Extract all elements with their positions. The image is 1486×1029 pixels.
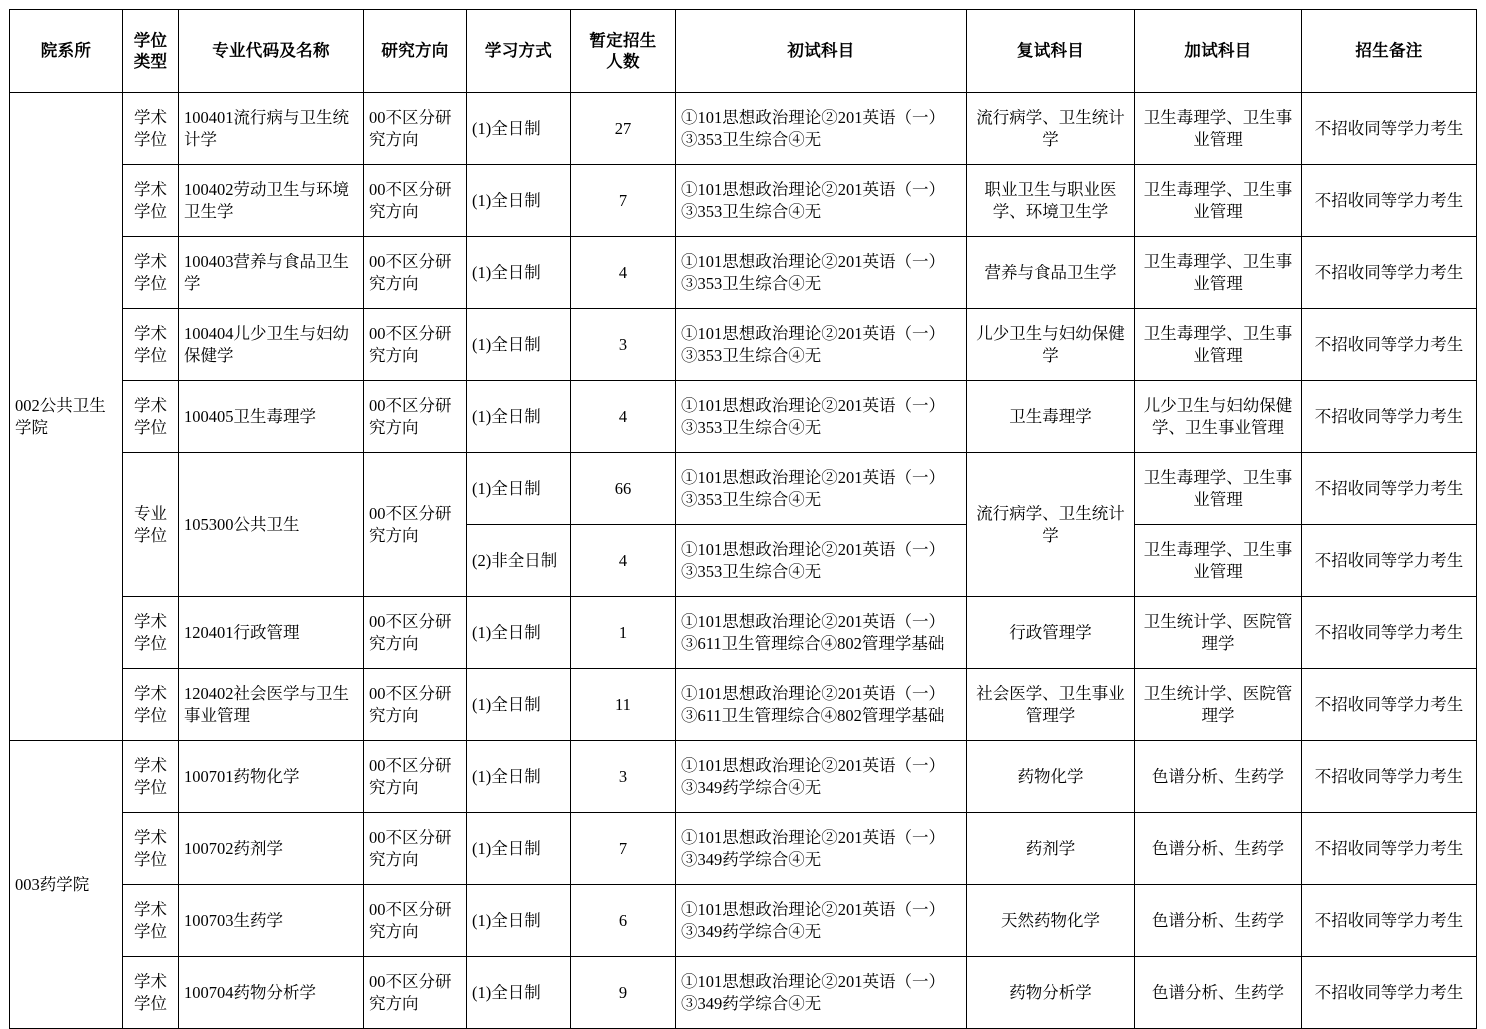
cell-mode: (1)全日制: [467, 669, 571, 741]
table-row: [10, 165, 1477, 237]
cell-first: ①101思想政治理论②201英语（一）③611卫生管理综合④802管理学基础: [676, 669, 967, 741]
cell-note: 不招收同等学力考生: [1302, 309, 1477, 381]
cell-dir: 00不区分研究方向: [364, 813, 467, 885]
cell-second: 社会医学、卫生事业管理学: [967, 669, 1135, 741]
cell-dir: 00不区分研究方向: [364, 93, 467, 165]
cell-extra: 卫生毒理学、卫生事业管理: [1135, 165, 1302, 237]
cell-mode: (1)全日制: [467, 237, 571, 309]
cell-note: 不招收同等学力考生: [1302, 741, 1477, 813]
column-header-note: [1302, 10, 1477, 93]
column-header-text: 类型: [133, 52, 168, 71]
cell-major: 100704药物分析学: [179, 957, 364, 1029]
table-body: [10, 93, 1477, 1029]
cell-first: ①101思想政治理论②201英语（一）③349药学综合④无: [676, 957, 967, 1029]
cell-degree: 学术学位: [123, 813, 179, 885]
cell-dir: 00不区分研究方向: [364, 381, 467, 453]
cell-major: 100401流行病与卫生统计学: [179, 93, 364, 165]
cell-dir: 00不区分研究方向: [364, 309, 467, 381]
cell-mode: (1)全日制: [467, 741, 571, 813]
cell-extra: 卫生毒理学、卫生事业管理: [1135, 237, 1302, 309]
cell-dir: 00不区分研究方向: [364, 669, 467, 741]
cell-note: 不招收同等学力考生: [1302, 381, 1477, 453]
cell-extra: 卫生统计学、医院管理学: [1135, 669, 1302, 741]
cell-quota: 3: [571, 741, 676, 813]
cell-mode: (1)全日制: [467, 165, 571, 237]
cell-dir: 00不区分研究方向: [364, 453, 467, 597]
cell-quota: 1: [571, 597, 676, 669]
cell-extra: 卫生毒理学、卫生事业管理: [1135, 525, 1302, 597]
cell-quota: 4: [571, 381, 676, 453]
cell-first: ①101思想政治理论②201英语（一）③353卫生综合④无: [676, 381, 967, 453]
table-row: [10, 597, 1477, 669]
cell-note: 不招收同等学力考生: [1302, 237, 1477, 309]
cell-mode: (1)全日制: [467, 381, 571, 453]
cell-mode: (1)全日制: [467, 453, 571, 525]
table-row: [10, 237, 1477, 309]
cell-degree: 学术学位: [123, 741, 179, 813]
cell-dir: 00不区分研究方向: [364, 957, 467, 1029]
column-header-degree: [123, 10, 179, 93]
column-header-text: 专业代码及名称: [212, 41, 330, 61]
cell-extra: 色谱分析、生药学: [1135, 813, 1302, 885]
column-header-text: 初试科目: [787, 41, 855, 61]
cell-major: 100702药剂学: [179, 813, 364, 885]
column-header-text: 学位: [133, 30, 168, 50]
cell-dir: 00不区分研究方向: [364, 237, 467, 309]
cell-first: ①101思想政治理论②201英语（一）③353卫生综合④无: [676, 165, 967, 237]
cell-quota: 7: [571, 165, 676, 237]
cell-dir: 00不区分研究方向: [364, 597, 467, 669]
cell-dept: 002公共卫生学院: [10, 93, 123, 741]
table-row: [10, 885, 1477, 957]
column-header-extra: [1135, 10, 1302, 93]
cell-second: 流行病学、卫生统计学: [967, 453, 1135, 597]
cell-degree: 学术学位: [123, 237, 179, 309]
cell-quota: 7: [571, 813, 676, 885]
column-header-text: 招生备注: [1355, 41, 1423, 61]
column-header-text: 研究方向: [381, 41, 449, 61]
cell-extra: 卫生统计学、医院管理学: [1135, 597, 1302, 669]
cell-dept: 003药学院: [10, 741, 123, 1029]
table-row: [10, 381, 1477, 453]
cell-second: 职业卫生与职业医学、环境卫生学: [967, 165, 1135, 237]
cell-first: ①101思想政治理论②201英语（一）③353卫生综合④无: [676, 525, 967, 597]
cell-extra: 儿少卫生与妇幼保健学、卫生事业管理: [1135, 381, 1302, 453]
column-header-text: 复试科目: [1016, 41, 1085, 61]
cell-quota: 6: [571, 885, 676, 957]
column-header-dept: [10, 10, 123, 93]
table-row: [10, 813, 1477, 885]
cell-first: ①101思想政治理论②201英语（一）③611卫生管理综合④802管理学基础: [676, 597, 967, 669]
cell-mode: (1)全日制: [467, 597, 571, 669]
cell-note: 不招收同等学力考生: [1302, 525, 1477, 597]
cell-quota: 11: [571, 669, 676, 741]
cell-extra: 卫生毒理学、卫生事业管理: [1135, 309, 1302, 381]
cell-second: 天然药物化学: [967, 885, 1135, 957]
cell-mode: (1)全日制: [467, 813, 571, 885]
cell-mode: (1)全日制: [467, 309, 571, 381]
cell-note: 不招收同等学力考生: [1302, 93, 1477, 165]
cell-mode: (1)全日制: [467, 957, 571, 1029]
cell-note: 不招收同等学力考生: [1302, 453, 1477, 525]
cell-second: 流行病学、卫生统计学: [967, 93, 1135, 165]
cell-note: 不招收同等学力考生: [1302, 885, 1477, 957]
cell-first: ①101思想政治理论②201英语（一）③353卫生综合④无: [676, 453, 967, 525]
cell-degree: 专业学位: [123, 453, 179, 597]
column-header-text: 学习方式: [484, 41, 553, 61]
admissions-table: [9, 9, 1477, 1029]
cell-mode: (1)全日制: [467, 93, 571, 165]
cell-extra: 色谱分析、生药学: [1135, 957, 1302, 1029]
cell-note: 不招收同等学力考生: [1302, 957, 1477, 1029]
cell-extra: 卫生毒理学、卫生事业管理: [1135, 93, 1302, 165]
cell-quota: 3: [571, 309, 676, 381]
cell-second: 药物化学: [967, 741, 1135, 813]
cell-second: 药物分析学: [967, 957, 1135, 1029]
table-row: [10, 957, 1477, 1029]
cell-note: 不招收同等学力考生: [1302, 669, 1477, 741]
table-row: [10, 309, 1477, 381]
column-header-text: 加试科目: [1184, 41, 1252, 61]
column-header-text: 暂定招生: [589, 30, 657, 50]
cell-quota: 9: [571, 957, 676, 1029]
cell-degree: 学术学位: [123, 93, 179, 165]
cell-first: ①101思想政治理论②201英语（一）③349药学综合④无: [676, 813, 967, 885]
column-header-text: 人数: [606, 52, 640, 71]
cell-extra: 色谱分析、生药学: [1135, 885, 1302, 957]
cell-major: 100404儿少卫生与妇幼保健学: [179, 309, 364, 381]
cell-major: 120401行政管理: [179, 597, 364, 669]
column-header-quota: [571, 10, 676, 93]
cell-second: 营养与食品卫生学: [967, 237, 1135, 309]
cell-second: 行政管理学: [967, 597, 1135, 669]
cell-major: 105300公共卫生: [179, 453, 364, 597]
cell-degree: 学术学位: [123, 381, 179, 453]
cell-dir: 00不区分研究方向: [364, 165, 467, 237]
column-header-mode: [467, 10, 571, 93]
table-header: [10, 10, 1477, 93]
table-row: [10, 93, 1477, 165]
cell-dir: 00不区分研究方向: [364, 885, 467, 957]
cell-quota: 4: [571, 525, 676, 597]
cell-mode: (2)非全日制: [467, 525, 571, 597]
header-row: [10, 10, 1477, 93]
column-header-text: 院系所: [40, 41, 92, 61]
cell-note: 不招收同等学力考生: [1302, 597, 1477, 669]
column-header-dir: [364, 10, 467, 93]
cell-first: ①101思想政治理论②201英语（一）③353卫生综合④无: [676, 237, 967, 309]
table-row: [10, 453, 1477, 525]
cell-second: 药剂学: [967, 813, 1135, 885]
cell-dir: 00不区分研究方向: [364, 741, 467, 813]
cell-mode: (1)全日制: [467, 885, 571, 957]
cell-note: 不招收同等学力考生: [1302, 813, 1477, 885]
column-header-second: [967, 10, 1135, 93]
cell-first: ①101思想政治理论②201英语（一）③353卫生综合④无: [676, 309, 967, 381]
cell-major: 100703生药学: [179, 885, 364, 957]
cell-major: 100405卫生毒理学: [179, 381, 364, 453]
cell-major: 100402劳动卫生与环境卫生学: [179, 165, 364, 237]
table-row: [10, 669, 1477, 741]
cell-note: 不招收同等学力考生: [1302, 165, 1477, 237]
cell-degree: 学术学位: [123, 597, 179, 669]
cell-degree: 学术学位: [123, 669, 179, 741]
cell-extra: 色谱分析、生药学: [1135, 741, 1302, 813]
column-header-major: [179, 10, 364, 93]
cell-degree: 学术学位: [123, 957, 179, 1029]
cell-quota: 66: [571, 453, 676, 525]
cell-major: 100701药物化学: [179, 741, 364, 813]
cell-degree: 学术学位: [123, 885, 179, 957]
column-header-first: [676, 10, 967, 93]
cell-major: 100403营养与食品卫生学: [179, 237, 364, 309]
cell-first: ①101思想政治理论②201英语（一）③349药学综合④无: [676, 885, 967, 957]
cell-first: ①101思想政治理论②201英语（一）③353卫生综合④无: [676, 93, 967, 165]
cell-first: ①101思想政治理论②201英语（一）③349药学综合④无: [676, 741, 967, 813]
cell-quota: 4: [571, 237, 676, 309]
cell-major: 120402社会医学与卫生事业管理: [179, 669, 364, 741]
cell-quota: 27: [571, 93, 676, 165]
cell-degree: 学术学位: [123, 165, 179, 237]
cell-second: 卫生毒理学: [967, 381, 1135, 453]
table-row: [10, 741, 1477, 813]
cell-degree: 学术学位: [123, 309, 179, 381]
cell-second: 儿少卫生与妇幼保健学: [967, 309, 1135, 381]
cell-extra: 卫生毒理学、卫生事业管理: [1135, 453, 1302, 525]
